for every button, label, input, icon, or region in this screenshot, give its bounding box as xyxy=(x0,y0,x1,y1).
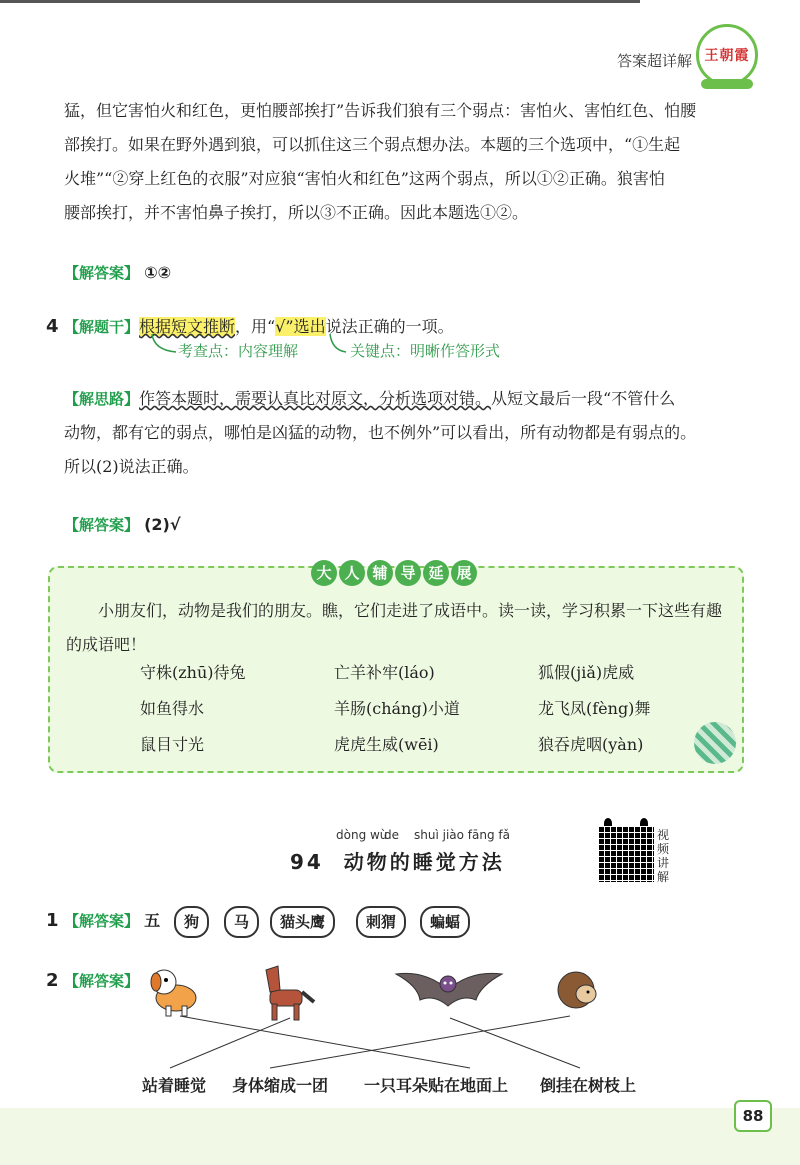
stem-highlight-1: 根据短文推断 xyxy=(139,317,236,336)
circled-answer: 狗 xyxy=(174,906,209,938)
idiom: 龙飞凤(fèng)舞 xyxy=(538,699,651,718)
extension-title xyxy=(311,560,477,586)
idiom: 如鱼得水 xyxy=(140,699,205,718)
answer-tag: 【解答案】 xyxy=(64,516,140,534)
qr-code-icon[interactable] xyxy=(598,826,654,882)
title-char: 延 xyxy=(423,560,449,586)
q3-line-3: 火堆”“②穿上红色的衣服”对应狼“害怕火和红色”这两个弱点，所以①②正确。狼害怕 xyxy=(64,169,665,188)
idiom: 狐假(jiǎ)虎威 xyxy=(538,663,635,682)
q3-line-2: 部挨打。如果在野外遇到狼，可以抓住这三个弱点想办法。本题的三个选项中，“①生起 xyxy=(64,135,681,154)
matching-diagram xyxy=(140,960,620,1070)
q3-answer-row xyxy=(64,256,754,290)
title-char: 导 xyxy=(395,560,421,586)
q3-line-4: 腰部挨打，并不害怕鼻子挨打，所以③不正确。因此本题选①②。 xyxy=(64,203,529,222)
qr-label-char: 视 xyxy=(657,828,670,842)
q3-answer: ①② xyxy=(144,263,172,282)
qr-label-char: 讲 xyxy=(657,856,670,870)
path-line-2: 动物，都有它的弱点，哪怕是凶猛的动物，也不例外”可以看出，所有动物都是有弱点的。 xyxy=(64,423,697,442)
logo-text: 王朝霞 xyxy=(704,48,750,64)
match-label: 一只耳朵贴在地面上 xyxy=(364,1076,509,1095)
decorative-ball-icon xyxy=(694,722,736,764)
path-tag: 【解思路】 xyxy=(64,390,140,408)
extension-paragraph: 小朋友们，动物是我们的朋友。瞧，它们走进了成语中。读一读，学习积累一下这些有趣的成语吧！ xyxy=(66,601,723,654)
match-label: 站着睡觉 xyxy=(142,1076,207,1095)
question-number: 2 xyxy=(46,970,59,991)
q4-answer-row xyxy=(64,508,754,542)
q3-explanation xyxy=(64,94,754,230)
answer-tag: 【解答案】 xyxy=(64,972,140,990)
annotation-checkpoint: 考查点：内容理解 xyxy=(178,342,299,360)
match-line xyxy=(180,1016,470,1068)
pinyin: dòng wù xyxy=(336,828,388,842)
answer-tag: 【解答案】 xyxy=(64,912,140,930)
path-underlined: 作答本题时，需要认真比对原文，分析选项对错。 xyxy=(139,389,492,408)
path-line-1 xyxy=(64,382,754,416)
match-label: 倒挂在树枝上 xyxy=(540,1076,637,1095)
qr-label-char: 解 xyxy=(657,870,670,884)
bat-icon xyxy=(396,973,502,1006)
stem-highlight-2: √”选出 xyxy=(275,317,326,336)
q4-solution-path xyxy=(64,382,754,484)
title-char: 大 xyxy=(311,560,337,586)
match-line xyxy=(170,1018,290,1068)
idiom: 鼠目寸光 xyxy=(140,735,205,754)
answer-tag: 【解答案】 xyxy=(64,264,140,282)
path-line-3: 所以(2)说法正确。 xyxy=(64,457,199,476)
q4-answer: (2)√ xyxy=(144,515,181,534)
circled-answer: 刺猬 xyxy=(356,906,406,938)
question-number: 4 xyxy=(46,316,59,337)
idiom: 守株(zhū)待兔 xyxy=(140,663,246,682)
qr-label-char: 频 xyxy=(657,842,670,856)
lesson-title xyxy=(290,846,505,875)
stem-tag: 【解题干】 xyxy=(64,318,140,336)
question-number: 1 xyxy=(46,910,59,931)
qr-label xyxy=(657,828,671,884)
lesson-number: 94 xyxy=(290,850,324,874)
title-char: 辅 xyxy=(367,560,393,586)
a1-answer-row xyxy=(64,904,754,938)
stem-mid: ，用“ xyxy=(235,317,276,336)
idiom: 羊肠(cháng)小道 xyxy=(334,699,460,718)
pinyin: de xyxy=(384,828,399,842)
brand-text: 答案超详解 xyxy=(616,52,692,70)
logo-band xyxy=(701,79,753,89)
footer-band xyxy=(0,1108,800,1165)
horse-icon xyxy=(266,966,314,1020)
idiom: 亡羊补牢(láo) xyxy=(334,663,435,682)
match-line xyxy=(270,1016,570,1068)
idiom: 虎虎生威(wēi) xyxy=(334,735,439,754)
title-char: 人 xyxy=(339,560,365,586)
a1-lead: 五 xyxy=(144,911,161,930)
lesson-name: 动物的睡觉方法 xyxy=(343,850,505,874)
dog-icon xyxy=(151,970,196,1016)
pinyin: shuì jiào fāng fǎ xyxy=(414,828,510,842)
idiom: 狼吞虎咽(yàn) xyxy=(538,735,644,754)
stem-rest: 说法正确的一项。 xyxy=(325,317,454,336)
match-label: 身体缩成一团 xyxy=(232,1076,329,1095)
circled-answer: 蝙蝠 xyxy=(420,906,470,938)
q3-line-1: 猛，但它害怕火和红色，更怕腰部挨打”告诉我们狼有三个弱点：害怕火、害怕红色、怕腰 xyxy=(64,101,697,120)
annotation-keypoint: 关键点：明晰作答形式 xyxy=(350,342,501,360)
page-number: 88 xyxy=(734,1100,772,1132)
logo xyxy=(696,24,758,86)
title-char: 展 xyxy=(451,560,477,586)
hedgehog-icon xyxy=(558,972,596,1008)
path-line-1-rest: 从短文最后一段“不管什么 xyxy=(491,389,676,408)
circled-answer: 猫头鹰 xyxy=(270,906,335,938)
circled-answer: 马 xyxy=(224,906,259,938)
top-rule xyxy=(0,0,640,3)
